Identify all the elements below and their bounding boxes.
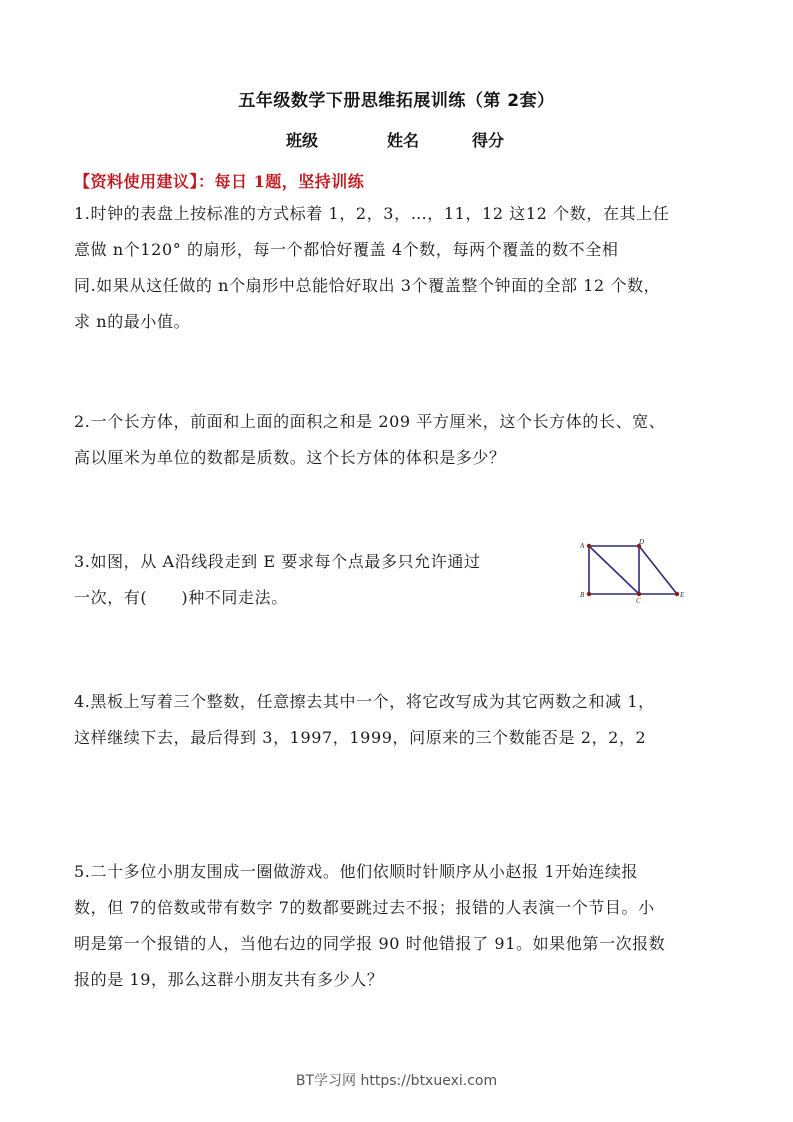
document-title: 五年级数学下册思维拓展训练（第 2套）: [238, 91, 555, 111]
path-diagram: [575, 536, 695, 606]
point-c-label: C: [636, 597, 641, 605]
question-line: 同.如果从这任做的 n个扇形中总能恰好取出 3个覆盖整个钟面的全部 12 个数，: [74, 276, 661, 295]
question-line: 4.黑板上写着三个整数，任意擦去其中一个，将它改写成为其它两数之和减 1，: [74, 692, 655, 711]
question-line: 求 n的最小值。: [74, 312, 191, 331]
question-4: [74, 684, 734, 756]
point-b-label: B: [580, 591, 585, 599]
footer-watermark: BT学习网 https://btxuexi.com: [295, 1073, 498, 1089]
question-line: 明是第一个报错的人，当他右边的同学报 90 时他错报了 91。如果他第一次报数: [74, 934, 666, 953]
question-line: 5.二十多位小朋友围成一圈做游戏。他们依顺时针顺序从小赵报 1开始连续报: [74, 862, 639, 881]
question-line: 2.一个长方体，前面和上面的面积之和是 209 平方厘米，这个长方体的长、宽、: [74, 412, 666, 431]
usage-tip: 【资料使用建议】：每日 1题，坚持训练: [74, 172, 365, 191]
question-line: 高以厘米为单位的数都是质数。这个长方体的体积是多少？: [74, 448, 506, 467]
class-label: 班级: [286, 131, 319, 150]
question-2: [74, 404, 734, 476]
question-line: 意做 n个120° 的扇形，每一个都恰好覆盖 4个数，每两个覆盖的数不全相: [74, 240, 619, 259]
point-e-label: E: [680, 591, 685, 599]
score-label: 得分: [472, 131, 505, 150]
question-line: 这样继续下去，最后得到 3，1997，1999，问原来的三个数能否是 2，2，2: [74, 728, 647, 747]
point-a-label: A: [580, 542, 585, 550]
question-line: 3.如图，从 A沿线段走到 E 要求每个点最多只允许通过: [74, 552, 481, 571]
name-label: 姓名: [387, 131, 420, 150]
question-line: 数，但 7的倍数或带有数字 7的数都要跳过去不报；报错的人表演一个节目。小: [74, 898, 655, 917]
question-5: [74, 854, 734, 998]
question-1: [74, 196, 734, 340]
question-line: 报的是 19，那么这群小朋友共有多少人？: [74, 970, 384, 989]
question-line: 1.时钟的表盘上按标准的方式标着 1，2，3，…，11，12 这12 个数，在其上任: [74, 204, 670, 223]
point-d-label: D: [639, 538, 645, 546]
question-3: [74, 544, 564, 616]
question-line: 一次，有( )种不同走法。: [74, 588, 288, 607]
